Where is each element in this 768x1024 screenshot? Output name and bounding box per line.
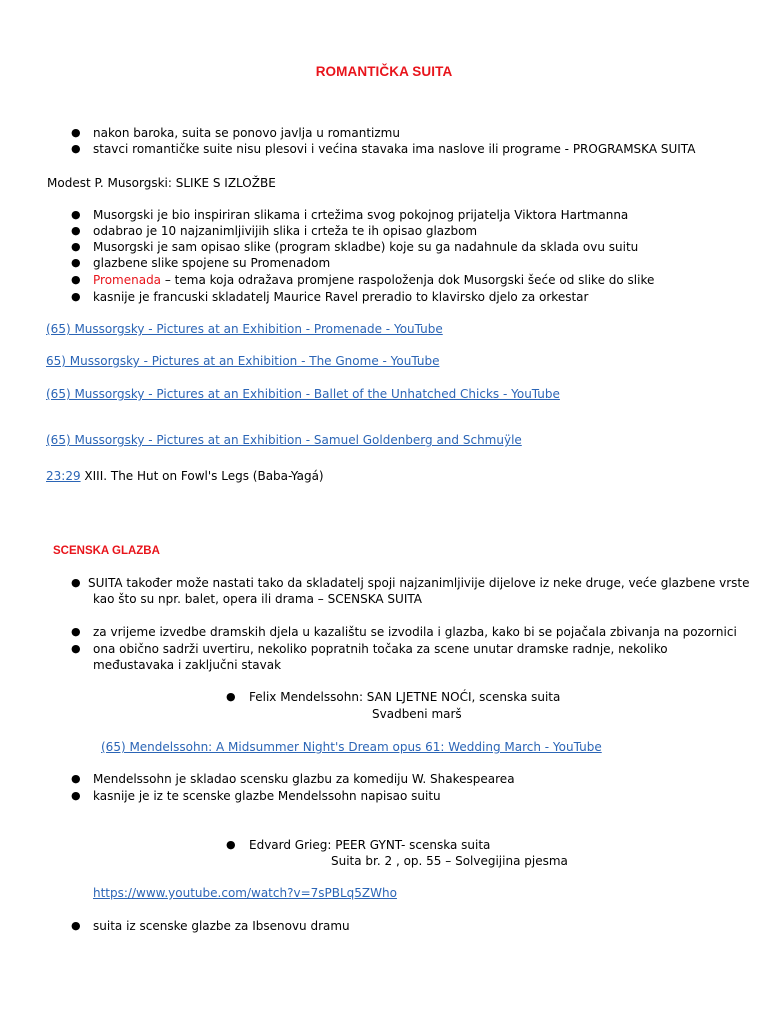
bullet-marker: ● — [71, 240, 81, 253]
bullet-marker: ● — [226, 690, 236, 703]
bullet-marker: ● — [71, 772, 81, 785]
bullet-marker: ● — [71, 789, 81, 802]
scenska-bullet-2: za vrijeme izvedbe dramskih djela u kazalištu se izvodila i glazba, kako bi se pojačala zbivanja na pozornici — [93, 625, 737, 639]
bullet-marker: ● — [71, 142, 81, 155]
bullet-marker: ● — [71, 919, 81, 932]
mendelssohn-bullet-1: Mendelssohn je skladao scensku glazbu za komediju W. Shakespearea — [93, 772, 515, 786]
promenada-text: – tema koja odražava promjene raspoloženja dok Musorgski šeće od slike do slike — [161, 273, 655, 287]
promenada-term: Promenada — [93, 273, 162, 287]
scenska-bullet-3-line-2: međustavaka i zaključni stavak — [93, 658, 282, 672]
bullet-marker: ● — [71, 576, 81, 589]
bullet-marker: ● — [71, 224, 81, 237]
bullet-marker: ● — [71, 208, 81, 221]
mendelssohn-heading: Felix Mendelssohn: SAN LJETNE NOĆI, scenska suita — [249, 690, 561, 704]
grieg-link[interactable]: https://www.youtube.com/watch?v=7sPBLq5ZWho — [93, 886, 397, 900]
bullet-marker: ● — [71, 256, 81, 269]
bullet-marker: ● — [71, 126, 81, 139]
bullet-marker: ● — [71, 273, 81, 286]
promenada-bullet — [93, 272, 654, 288]
unhatched-chicks-link[interactable]: (65) Mussorgsky - Pictures at an Exhibition - Ballet of the Unhatched Chicks - YouTube — [46, 387, 560, 401]
bullet-marker: ● — [71, 290, 81, 303]
gnome-link[interactable]: 65) Mussorgsky - Pictures at an Exhibition - The Gnome - YouTube — [46, 354, 440, 368]
musorgski-bullet-2: odabrao je 10 najzanimljivijih slika i crteža te ih opisao glazbom — [93, 224, 478, 238]
scenska-bullet-1-line-2: kao što su npr. balet, opera ili drama – SCENSKA SUITA — [93, 592, 422, 606]
bullet-marker: ● — [226, 838, 236, 851]
mendelssohn-bullet-2: kasnije je iz te scenske glazbe Mendelssohn napisao suitu — [93, 789, 441, 803]
page-title: ROMANTIČKA SUITA — [315, 64, 453, 79]
grieg-heading: Edvard Grieg: PEER GYNT- scenska suita — [249, 838, 491, 852]
ravel-bullet: kasnije je francuski skladatelj Maurice Ravel preradio to klavirsko djelo za orkestar — [93, 290, 589, 304]
intro-bullet-2: stavci romantičke suite nisu plesovi i većina stavaka ima naslove ili programe - PROGRAMSKA SUITA — [93, 142, 696, 156]
musorgski-heading: Modest P. Musorgski: SLIKE S IZLOŽBE — [47, 176, 276, 190]
scenska-bullet-3-line-1: ona obično sadrži uvertiru, nekoliko popratnih točaka za scene unutar dramske radnje, nekoliko — [93, 642, 668, 656]
musorgski-bullet-4: glazbene slike spojene su Promenadom — [93, 256, 331, 270]
grieg-subtitle: Suita br. 2 , op. 55 – Solvegijina pjesma — [331, 854, 568, 868]
musorgski-bullet-1: Musorgski je bio inspiriran slikama i crtežima svog pokojnog prijatelja Viktora Hartmanna — [93, 208, 629, 222]
grieg-bullet: suita iz scenske glazbe za Ibsenovu dramu — [93, 919, 350, 933]
mendelssohn-link[interactable]: (65) Mendelssohn: A Midsummer Night's Dream opus 61: Wedding March - YouTube — [101, 740, 602, 754]
bullet-marker: ● — [71, 642, 81, 655]
scenska-bullet-1-line-1: SUITA također može nastati tako da skladatelj spoji najzanimljivije dijelove iz neke druge, veće glazbene vrste — [88, 576, 750, 590]
musorgski-bullet-3: Musorgski je sam opisao slike (program skladbe) koje su ga nadahnule da sklada ovu suitu — [93, 240, 639, 254]
mendelssohn-subtitle: Svadbeni marš — [372, 707, 462, 721]
bullet-marker: ● — [71, 625, 81, 638]
scenska-heading: SCENSKA GLAZBA — [53, 545, 160, 557]
hut-text: XIII. The Hut on Fowl's Legs (Baba-Yagá) — [80, 469, 324, 483]
goldenberg-link[interactable]: (65) Mussorgsky - Pictures at an Exhibition - Samuel Goldenberg and Schmuÿle — [46, 433, 522, 447]
timestamp-link[interactable]: 23:29 — [46, 469, 81, 483]
promenade-link[interactable]: (65) Mussorgsky - Pictures at an Exhibition - Promenade - YouTube — [46, 322, 443, 336]
hut-line — [46, 468, 324, 484]
intro-bullet-1: nakon baroka, suita se ponovo javlja u romantizmu — [93, 126, 400, 140]
